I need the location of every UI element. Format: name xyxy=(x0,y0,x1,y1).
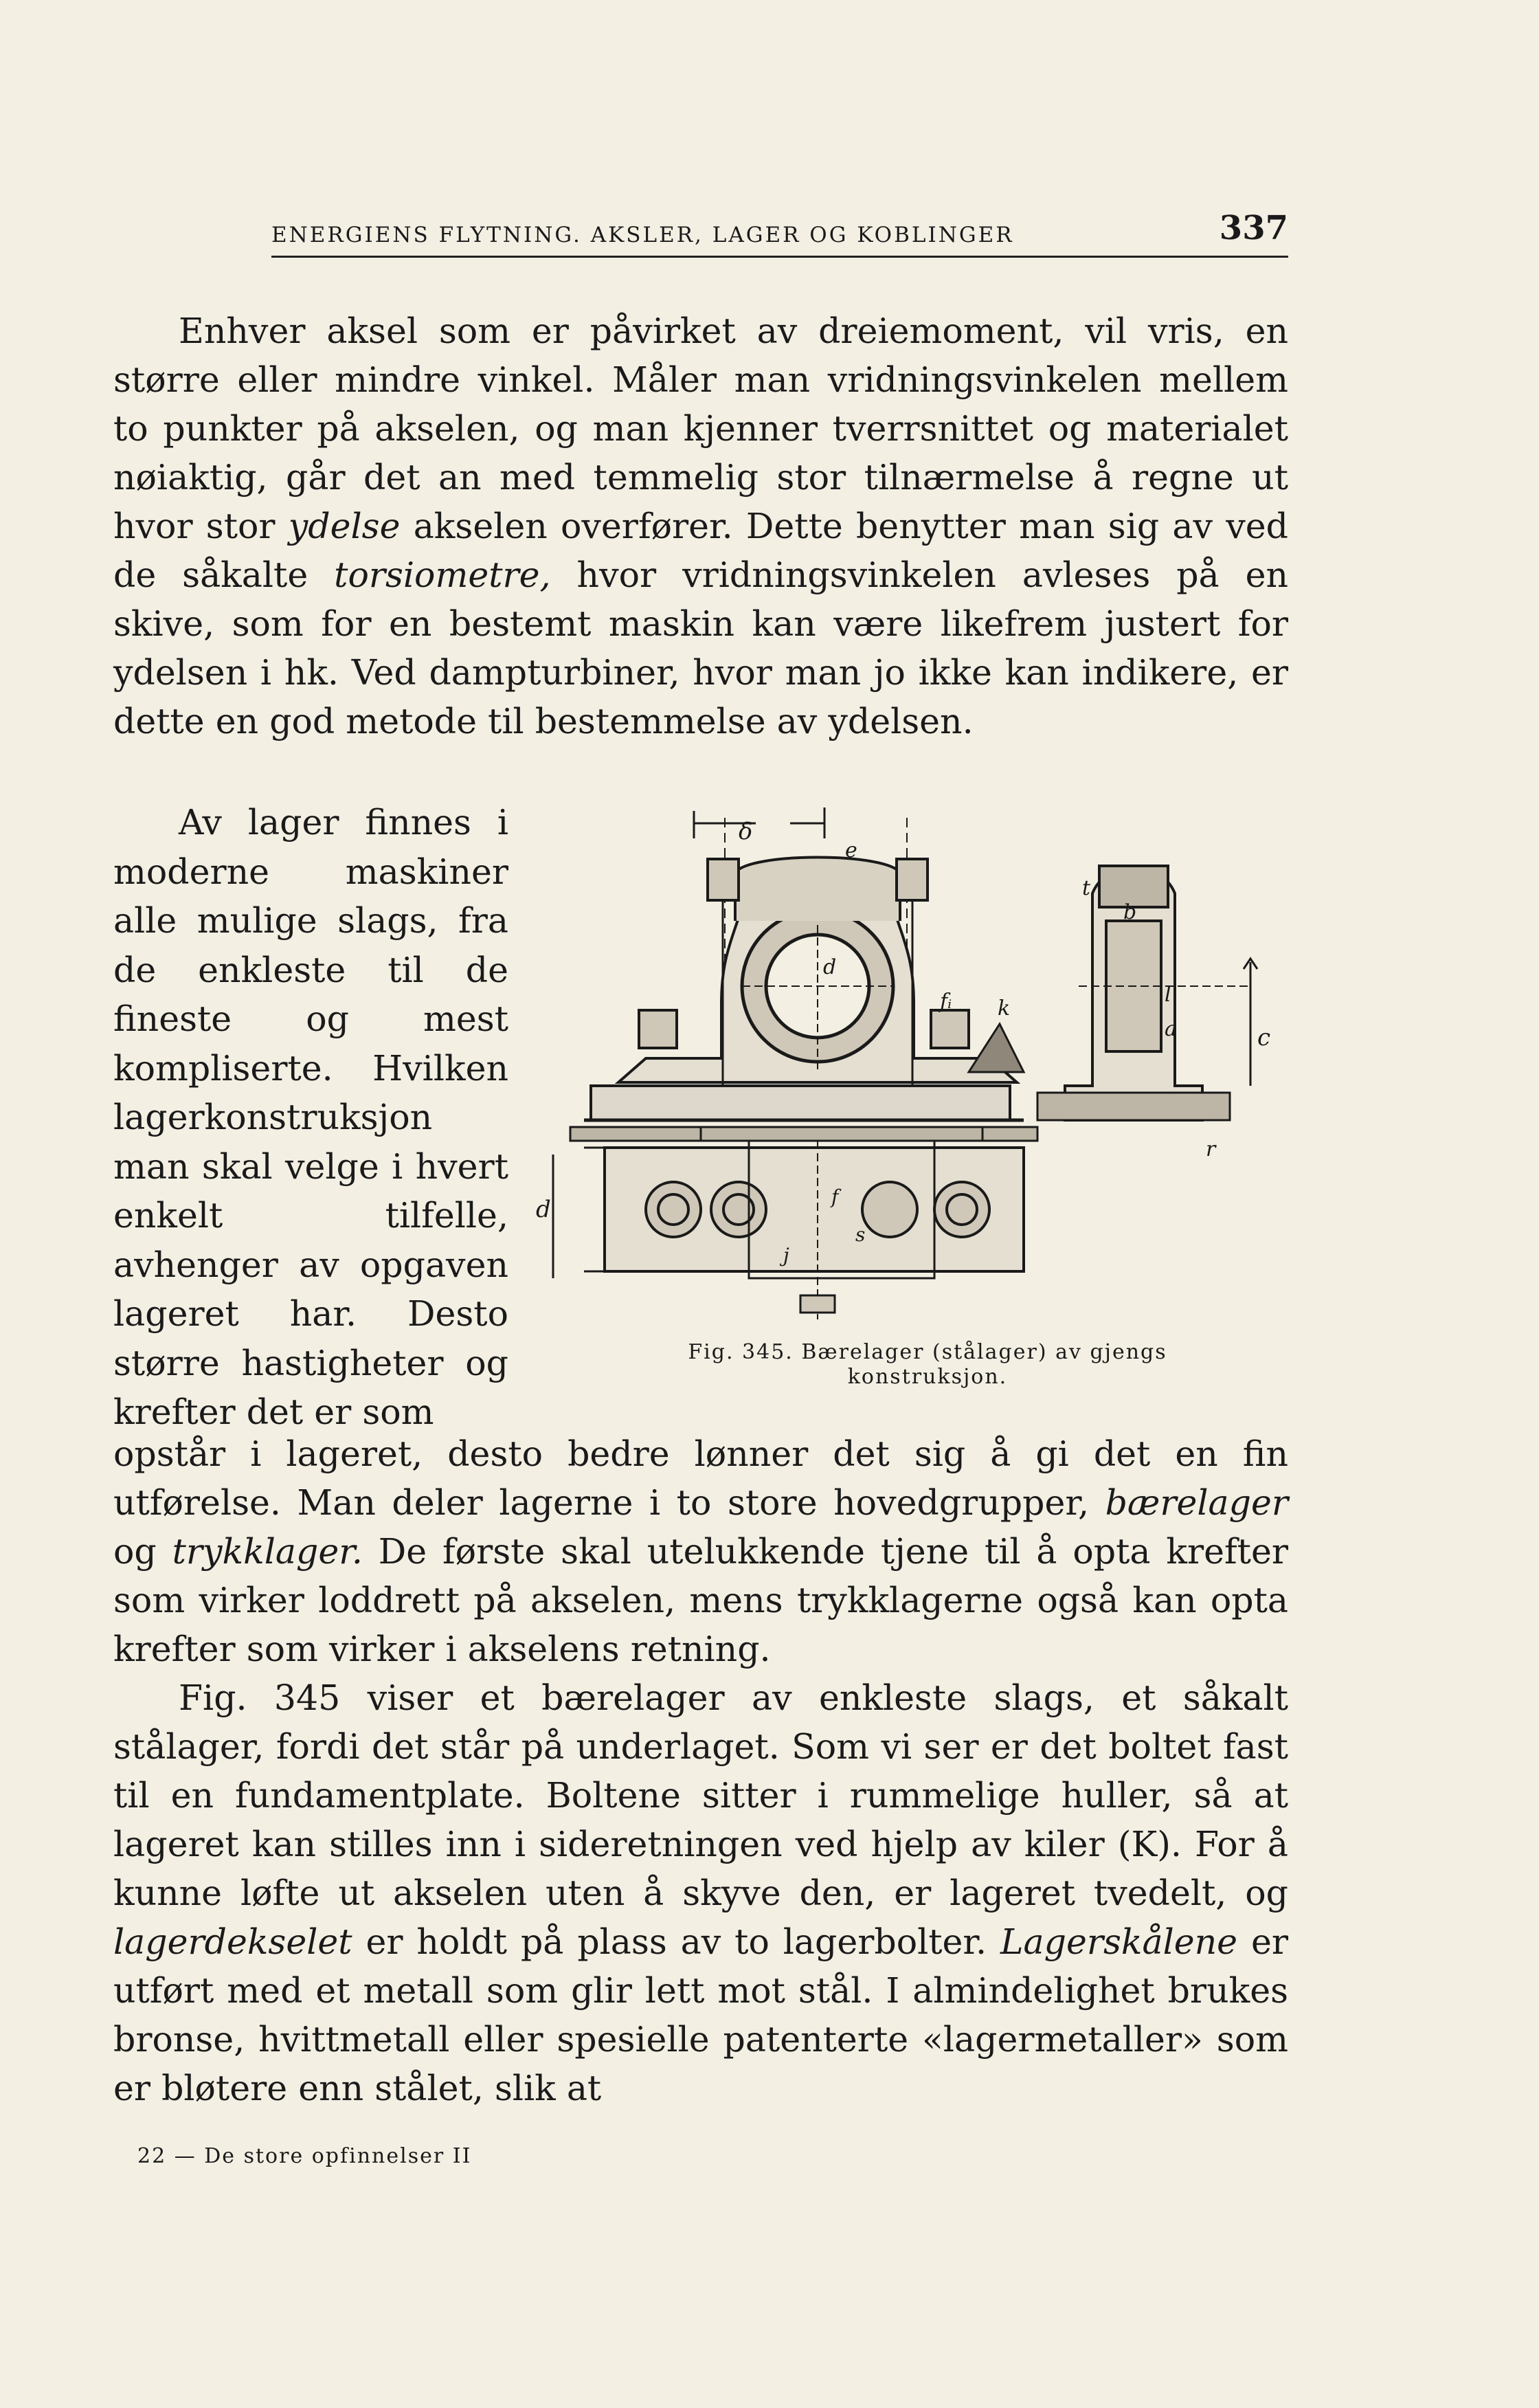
paragraph-torsiometer xyxy=(113,306,1288,746)
text-run: Enhver aksel som er påvirket av dreiemoment, vil vris, en større eller mindre vinkel. Måler man vridningsvinkelen mellem to punkter på akselen, og man kjenner tverrsnittet og materialet nøiaktig, går det an med temmelig stor tilnærmelse å regne ut hvor stor xyxy=(113,311,1288,546)
caption-line-2: konstruksjon. xyxy=(847,1365,1008,1389)
text-run: er holdt på plass av to lagerbolter. xyxy=(352,1921,1000,1962)
figure-caption xyxy=(543,1340,1312,1390)
label-f1: f xyxy=(831,1185,839,1208)
paragraph xyxy=(113,306,1288,746)
running-head xyxy=(271,206,1288,247)
label-d-shaft: d xyxy=(823,955,837,979)
header-rule xyxy=(271,256,1288,258)
label-delta: δ xyxy=(739,818,753,845)
running-title: ENERGIENS FLYTNING. AKSLER, LAGER OG KOBLINGER xyxy=(271,223,1014,247)
label-a: a xyxy=(1165,1017,1177,1041)
text-run: opstår i lageret, desto bedre lønner det sig å gi det en fin utførelse. Man deler lagerne i to store hovedgrupper, xyxy=(113,1434,1288,1523)
emphasis: bærelager xyxy=(1105,1482,1288,1523)
footer-signature: 22 — De store opfinnelser II xyxy=(137,2144,472,2168)
label-d-side: d xyxy=(536,1196,551,1223)
text-run: er utført med et metall som glir lett mot stål. I almindelighet brukes bronse, hvittmetall eller spesielle patenterte «lagermetaller» som er bløtere enn stålet, slik at xyxy=(113,1921,1288,2108)
figure-345 xyxy=(536,797,1312,1402)
text-continuation xyxy=(113,1429,1288,2112)
paragraph-lager-side xyxy=(113,798,508,1437)
text-run: hvor vridningsvinkelen avleses på en skive, som for en bestemt maskin kan være likefrem justert for ydelsen i hk. Ved dampturbiner, hvor man jo ikke kan indikere, er dette en god metode til bestemmelse av ydelsen. xyxy=(113,555,1288,742)
label-s: s xyxy=(855,1223,866,1246)
emphasis: torsiometre, xyxy=(334,555,551,595)
paragraph xyxy=(113,1429,1288,1673)
label-t: t xyxy=(1082,876,1091,900)
label-j: j xyxy=(783,1244,789,1267)
text-run: De første skal utelukkende tjene til å opta krefter som virker loddrett på akselen, mens trykklagerne også kan opta krefter som virker i akselens retning. xyxy=(113,1531,1288,1669)
caption-line-1: Fig. 345. Bærelager (stålager) av gjengs xyxy=(688,1340,1167,1364)
paragraph-side-text: Av lager finnes i moderne maskiner alle mulige slags, fra de enkleste til de fineste og mest kompliserte. Hvilken lagerkonstruksjon man skal velge i hvert enkelt tilfelle, avhenger av opgaven lageret har. Desto større hastigheter og krefter det er som xyxy=(113,802,508,1432)
label-r: r xyxy=(1206,1137,1216,1161)
label-e: e xyxy=(845,838,857,862)
bearing-drawing xyxy=(543,797,1312,1333)
label-fi: fᵢ xyxy=(940,990,952,1014)
paragraph xyxy=(113,1673,1288,2112)
label-c: c xyxy=(1257,1024,1271,1051)
emphasis: Lagerskålene xyxy=(1000,1921,1238,1962)
page-number: 337 xyxy=(1219,209,1288,247)
emphasis: lagerdekselet xyxy=(113,1921,352,1962)
text-run: Fig. 345 viser et bærelager av enkleste slags, et såkalt stålager, fordi det står på underlaget. Som vi ser er det boltet fast til en fundamentplate. Boltene sitter i rummelige huller, så at lageret kan stilles inn i sideretningen ved hjelp av kiler (K). For å kunne løfte ut akselen uten å skyve den, er lageret tvedelt, og xyxy=(113,1677,1288,1913)
label-k: k xyxy=(998,996,1011,1021)
emphasis: trykklager. xyxy=(172,1531,363,1572)
text-run: akselen overfører. Dette benytter man sig av ved de såkalte xyxy=(113,506,1288,595)
label-l: l xyxy=(1165,983,1171,1007)
emphasis: ydelse xyxy=(288,506,401,546)
label-b: b xyxy=(1123,900,1137,924)
text-run: og xyxy=(113,1531,172,1572)
